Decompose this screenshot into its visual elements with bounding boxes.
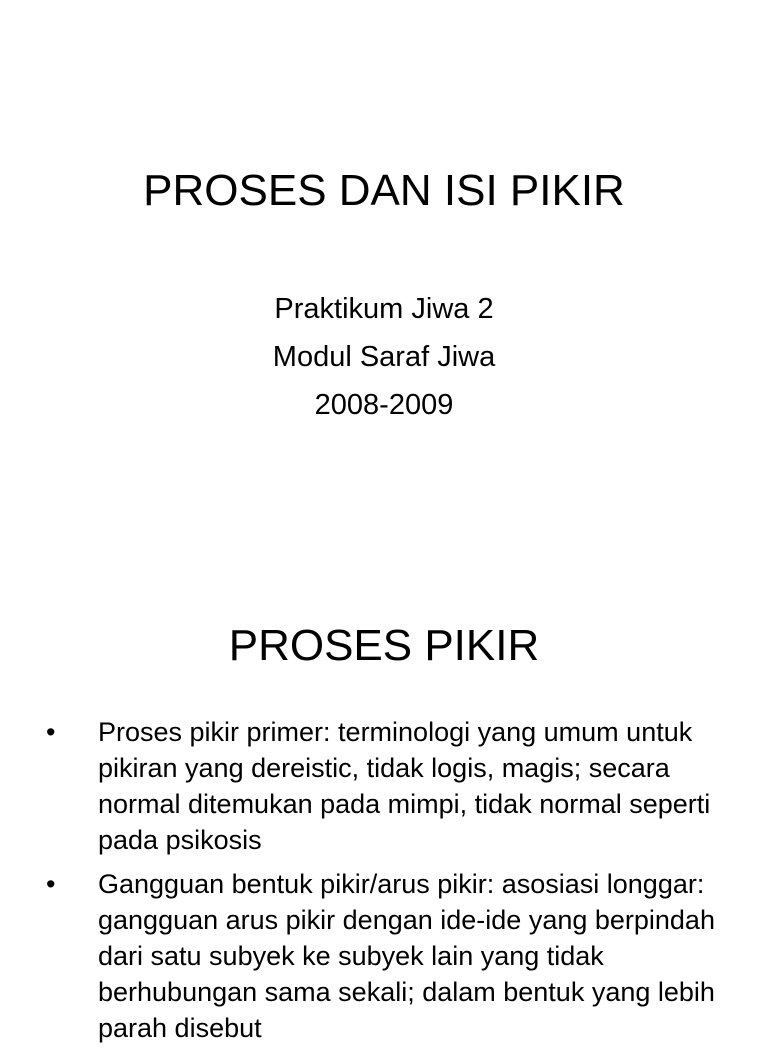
module-name: Modul Saraf Jiwa <box>272 341 496 373</box>
slide-proses-pikir <box>0 576 768 1043</box>
bullet-text: Proses pikir primer: terminologi yang umum untuk pikiran yang dereistic, tidak logis, magis; secara normal ditemukan pada mimpi, tidak normal seperti pada psikosis <box>98 717 711 855</box>
subtitle-block <box>0 285 768 429</box>
academic-year: 2008-2009 <box>314 389 454 421</box>
bullet-dot-icon: • <box>46 717 56 747</box>
course-name: Praktikum Jiwa 2 <box>274 293 494 325</box>
bullet-dot-icon: • <box>46 869 56 899</box>
bullet-list <box>0 714 768 1054</box>
bullet-text: Gangguan bentuk pikir/arus pikir: asosiasi longgar: gangguan arus pikir dengan ide-ide yang berpindah dari satu subyek ke subyek lain yang tidak berhubungan sama sekali; dalam bentuk yang lebih parah disebut <box>98 869 715 1043</box>
presentation-title: PROSES DAN ISI PIKIR <box>143 166 625 215</box>
slide-heading: PROSES PIKIR <box>228 621 540 670</box>
bullet-item <box>0 714 768 858</box>
bullet-item <box>0 866 768 1046</box>
